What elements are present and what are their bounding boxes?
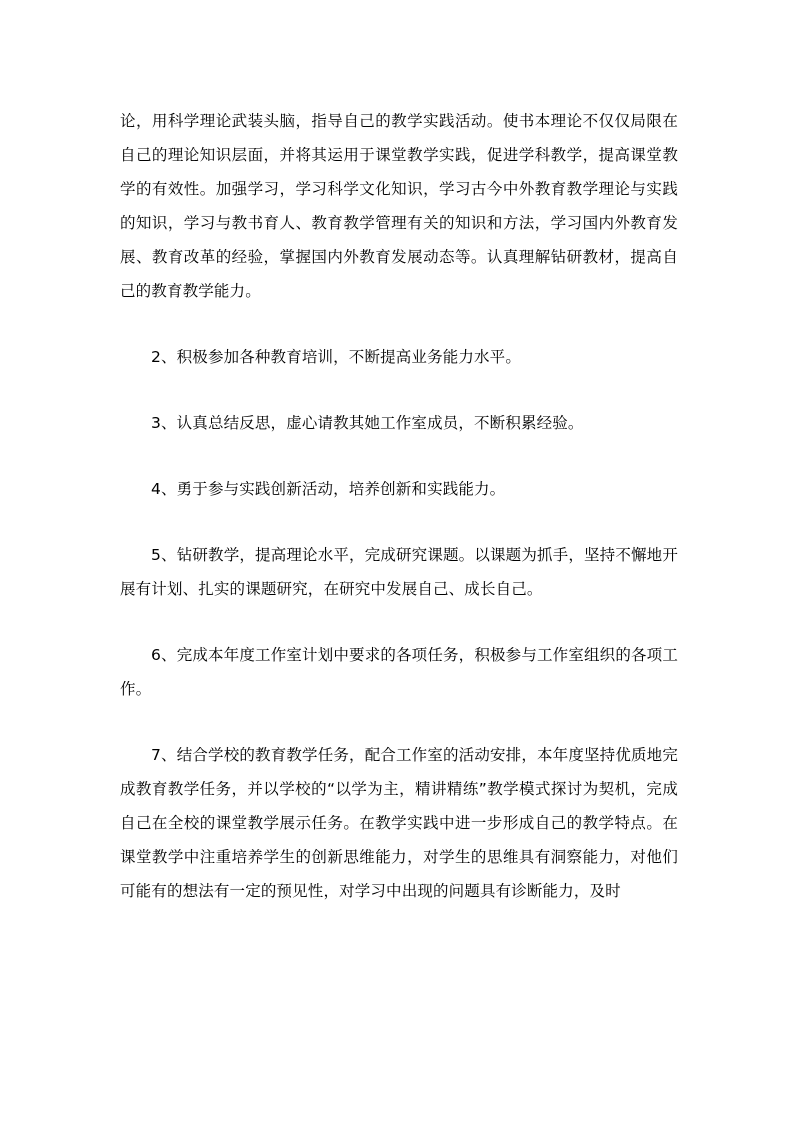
- document-page: [120, 104, 678, 908]
- paragraph-item-3: 3、认真总结反思，虚心请教其她工作室成员，不断积累经验。: [151, 414, 584, 432]
- paragraph-theory-study: 论，用科学理论武装头脑，指导自己的教学实践活动。使书本理论不仅仅局限在自己的理论知识层面，并将其运用于课堂教学实践，促进学科教学，提高课堂教学的有效性。加强学习，学习科学文化知识，学习古今中外教育教学理论与实践的知识，学习与教书育人、教育教学管理有关的知识和方法，学习国内外教育发展、教育改革的经验，掌握国内外教育发展动态等。认真理解钻研教材，提高自己的教育教学能力。: [120, 112, 678, 300]
- paragraph-item-6: 6、完成本年度工作室计划中要求的各项任务，积极参与工作室组织的各项工作。: [120, 646, 678, 698]
- paragraph-item-4: 4、勇于参与实践创新活动，培养创新和实践能力。: [151, 480, 506, 498]
- paragraph-item-7: 7、结合学校的教育教学任务，配合工作室的活动安排，本年度坚持优质地完成教育教学任务，并以学校的“以学为主，精讲精练”教学模式探讨为契机，完成自己在全校的课堂教学展示任务。在教学实践中进一步形成自己的教学特点。在课堂教学中注重培养学生的创新思维能力，对学生的思维具有洞察能力，对他们可能有的想法有一定的预见性，对学习中出现的问题具有诊断能力，及时: [120, 746, 678, 900]
- paragraph-item-5: 5、钻研教学，提高理论水平，完成研究课题。以课题为抓手，坚持不懈地开展有计划、扎实的课题研究，在研究中发展自己、成长自己。: [120, 546, 678, 598]
- paragraph-item-2: 2、积极参加各种教育培训，不断提高业务能力水平。: [151, 348, 521, 366]
